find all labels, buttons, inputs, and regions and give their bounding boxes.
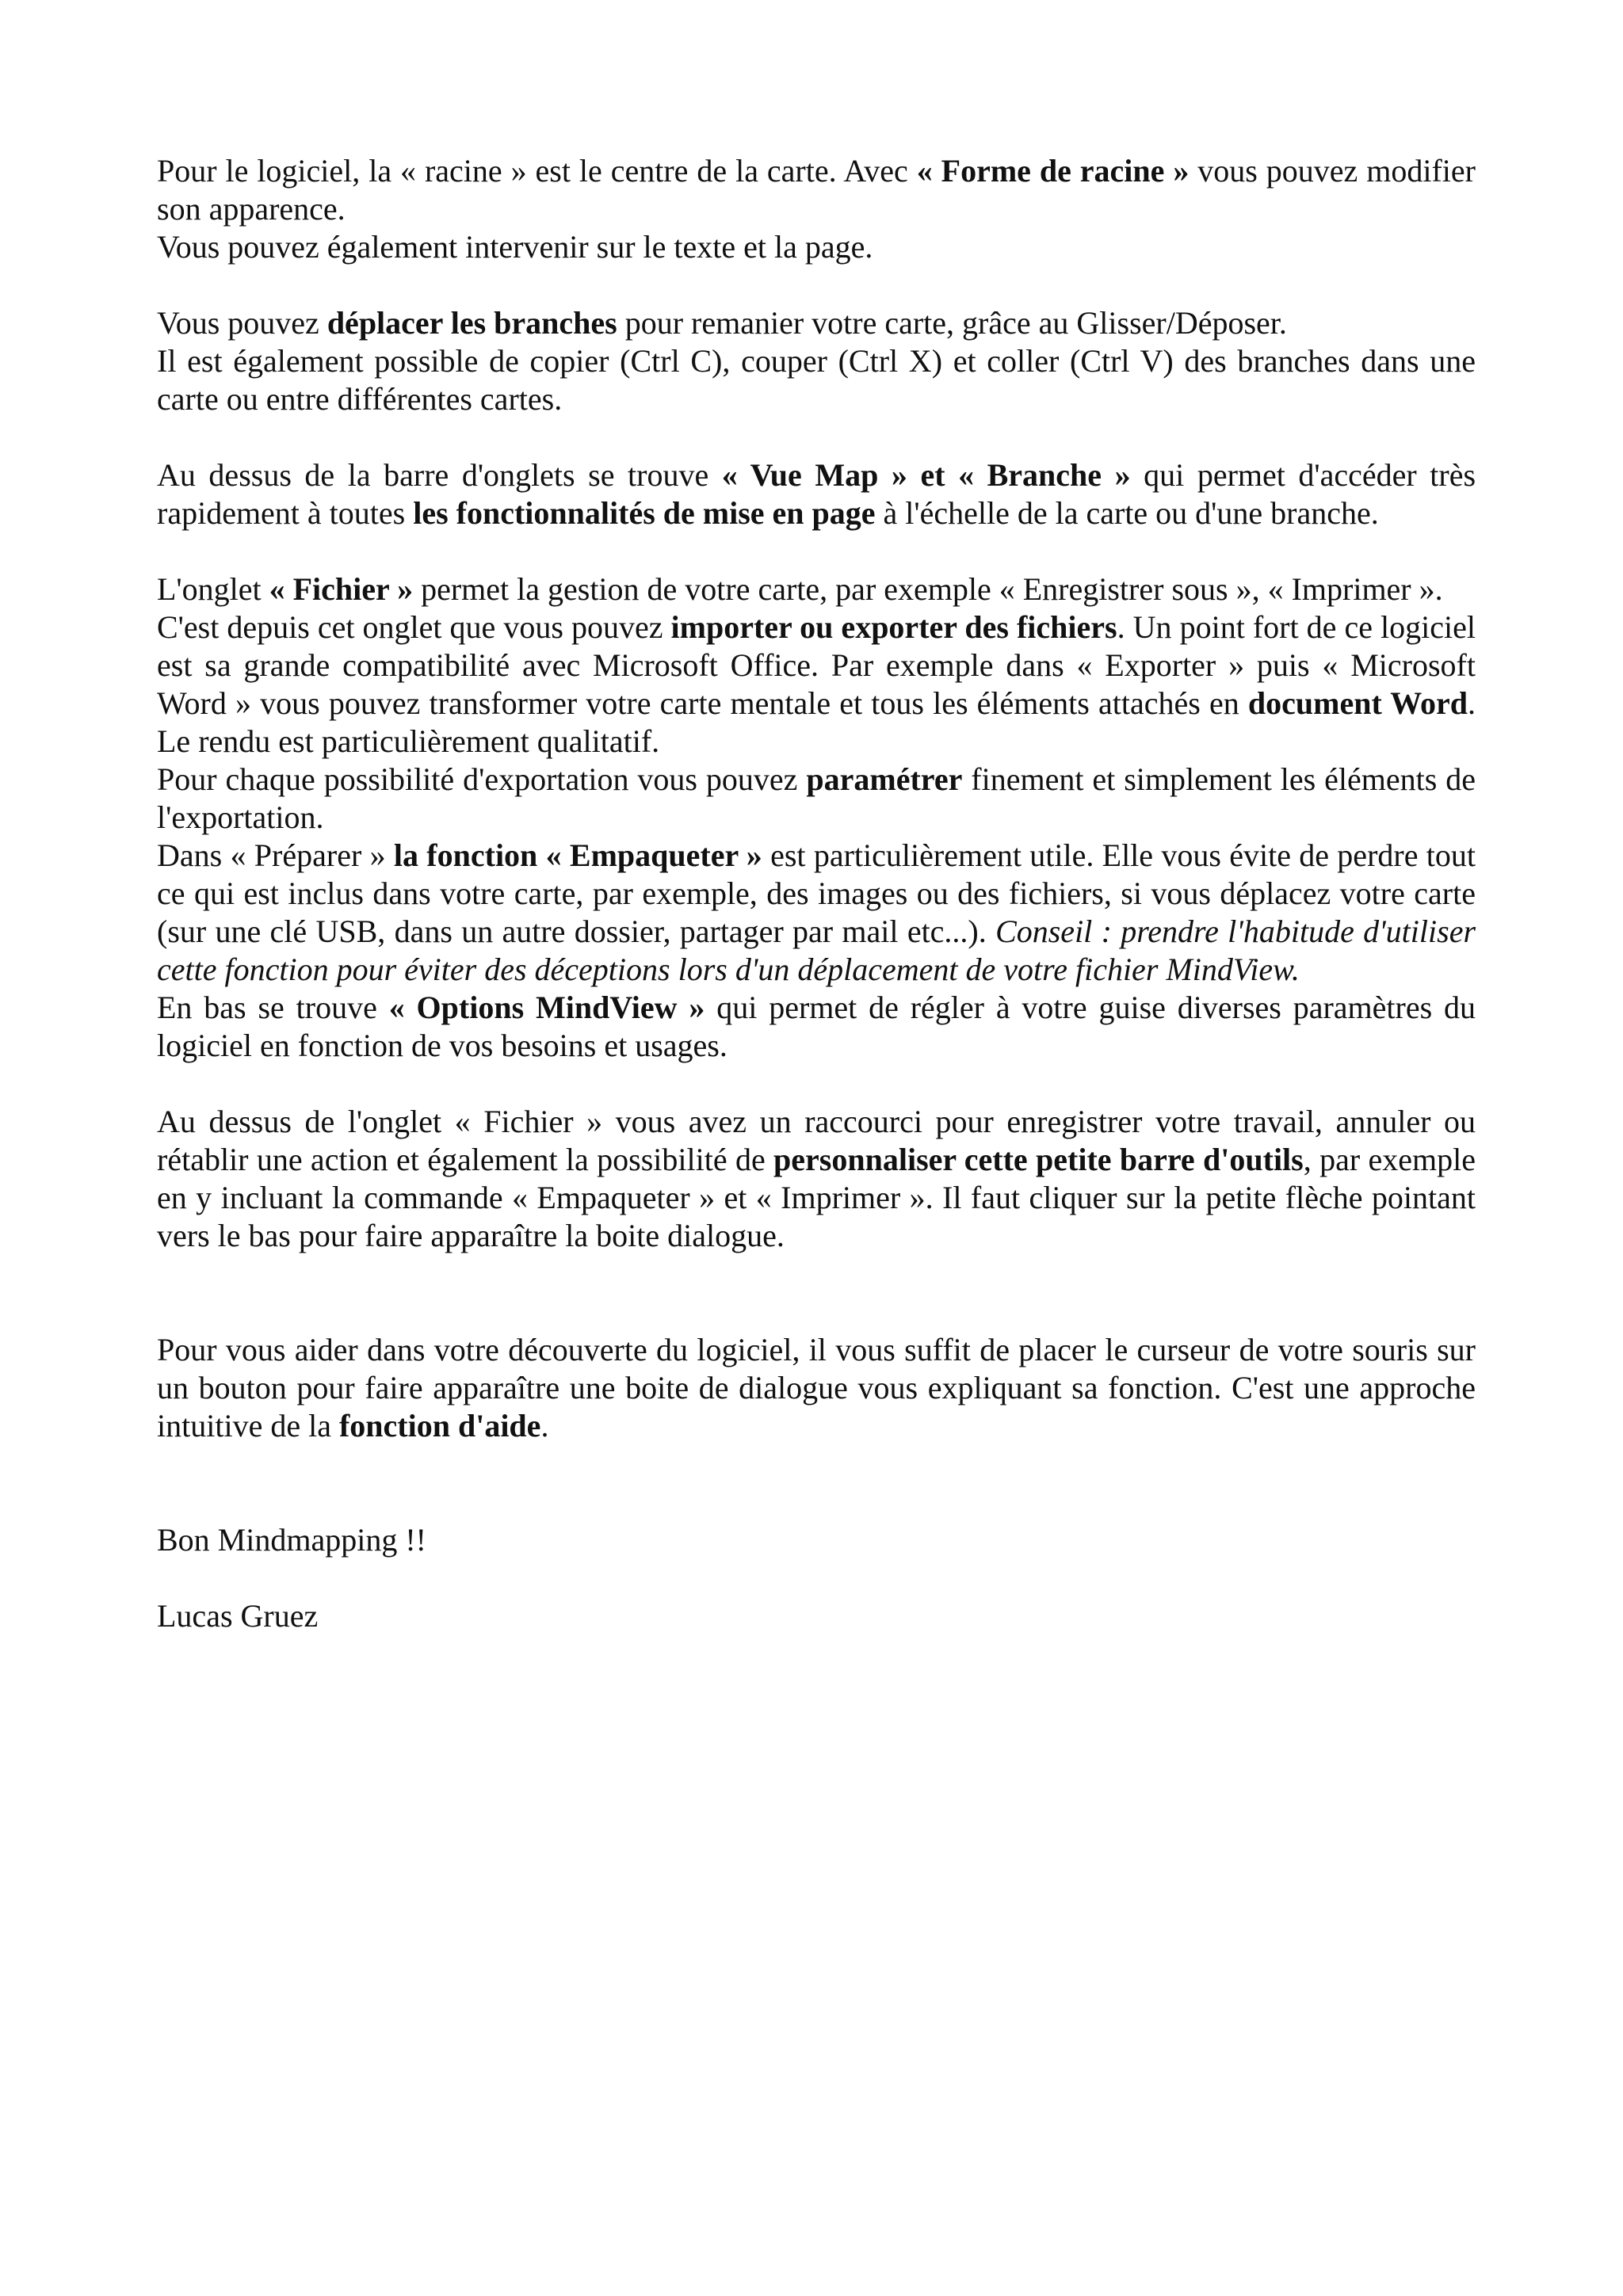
italic-run: Conseil : prendre l'habitude d'utiliser cette fonction pour éviter des déceptions lors d'un déplacement de votre fichier MindView. [157, 913, 1476, 987]
document-page [157, 152, 1476, 1673]
paragraph-raccourci-text [157, 1103, 1476, 1255]
bold-run: les fonctionnalités de mise en page [413, 495, 876, 531]
paragraph-racine [157, 152, 1476, 266]
text-run: vous pouvez modifier son apparence. [157, 153, 1476, 227]
text-run: Dans « Préparer » [157, 837, 394, 873]
text-run: Pour vous aider dans votre découverte du logiciel, il vous suffit de placer le curseur de votre souris sur un bouton pour faire apparaître une boite de dialogue vous expliquant sa fonction. C'est une approche intuitive de la [157, 1332, 1476, 1444]
paragraph-branches [157, 304, 1476, 418]
text-run: Au dessus de la barre d'onglets se trouve [157, 457, 722, 493]
text-run: . [540, 1408, 549, 1444]
paragraph-fichier-line-2 [157, 608, 1476, 761]
paragraph-aide [157, 1331, 1476, 1445]
paragraph-branches-line-2: Il est également possible de copier (Ctrl C), couper (Ctrl X) et coller (Ctrl V) des branches dans une carte ou entre différentes cartes. [157, 343, 1476, 417]
paragraph-fichier-line-5 [157, 989, 1476, 1065]
paragraph-fichier-line-3 [157, 761, 1476, 837]
bold-run: « Fichier » [269, 571, 414, 607]
paragraph-fichier-line-1 [157, 570, 1476, 608]
text-run: , par exemple en y incluant la commande « Empaqueter » et « Imprimer ». Il faut cliquer sur la petite flèche pointant vers le bas pour faire apparaître la boite dialogue. [157, 1142, 1476, 1253]
bold-run: importer ou exporter des fichiers [670, 609, 1117, 645]
bold-run: déplacer les branches [327, 305, 617, 341]
bold-run: la fonction « Empaqueter » [393, 837, 762, 873]
paragraph-aide-text [157, 1331, 1476, 1445]
text-run: Au dessus de l'onglet « Fichier » vous avez un raccourci pour enregistrer votre travail, annuler ou rétablir une action et également la possibilité de [157, 1104, 1476, 1177]
paragraph-racine-line-2: Vous pouvez également intervenir sur le texte et la page. [157, 229, 873, 265]
text-run: . Un point fort de ce logiciel est sa grande compatibilité avec Microsoft Office. Par exemple dans « Exporter » puis « Microsoft Word » vous pouvez transformer votre carte mentale et tous les éléments attachés en [157, 609, 1476, 721]
text-run: Pour chaque possibilité d'exportation vous pouvez [157, 761, 807, 797]
closing-line: Bon Mindmapping !! [157, 1522, 426, 1558]
paragraph-racine-line-1 [157, 152, 1476, 228]
paragraph-raccourci [157, 1103, 1476, 1255]
blank-line [157, 1483, 1476, 1521]
text-run: . Le rendu est particulièrement qualitatif. [157, 685, 1476, 759]
text-run: En bas se trouve [157, 990, 389, 1025]
text-run: à l'échelle de la carte ou d'une branche. [875, 495, 1379, 531]
blank-line [157, 1293, 1476, 1331]
text-run: Vous pouvez [157, 305, 327, 341]
text-run: permet la gestion de votre carte, par exemple « Enregistrer sous », « Imprimer ». [413, 571, 1443, 607]
bold-run: « Options MindView » [388, 990, 705, 1025]
bold-run: « Forme de racine » [916, 153, 1190, 189]
bold-run: « Vue Map » et « Branche » [721, 457, 1131, 493]
paragraph-fichier-line-4 [157, 837, 1476, 989]
paragraph-vue-map [157, 456, 1476, 532]
author-signature: Lucas Gruez [157, 1598, 319, 1634]
paragraph-fichier [157, 570, 1476, 1065]
bold-run: document Word [1247, 685, 1468, 721]
text-run: C'est depuis cet onglet que vous pouvez [157, 609, 671, 645]
bold-run: personnaliser cette petite barre d'outils [773, 1142, 1304, 1177]
text-run: Pour le logiciel, la « racine » est le centre de la carte. Avec [157, 153, 917, 189]
text-run: pour remanier votre carte, grâce au Glisser/Déposer. [617, 305, 1287, 341]
text-run: qui permet de régler à votre guise diverses paramètres du logiciel en fonction de vos besoins et usages. [157, 990, 1476, 1063]
text-run: qui permet d'accéder très rapidement à toutes [157, 457, 1476, 531]
paragraph-vue-map-text [157, 456, 1476, 532]
text-run: L'onglet [157, 571, 269, 607]
bold-run: paramétrer [806, 761, 963, 797]
text-run: finement et simplement les éléments de l'exportation. [157, 761, 1476, 835]
text-run: est particulièrement utile. Elle vous évite de perdre tout ce qui est inclus dans votre carte, par exemple, des images ou des fichiers, si vous déplacez votre carte (sur une clé USB, dans un autre dossier, partager par mail etc...). [157, 837, 1476, 949]
bold-run: fonction d'aide [338, 1408, 541, 1444]
paragraph-branches-line-1 [157, 304, 1476, 342]
